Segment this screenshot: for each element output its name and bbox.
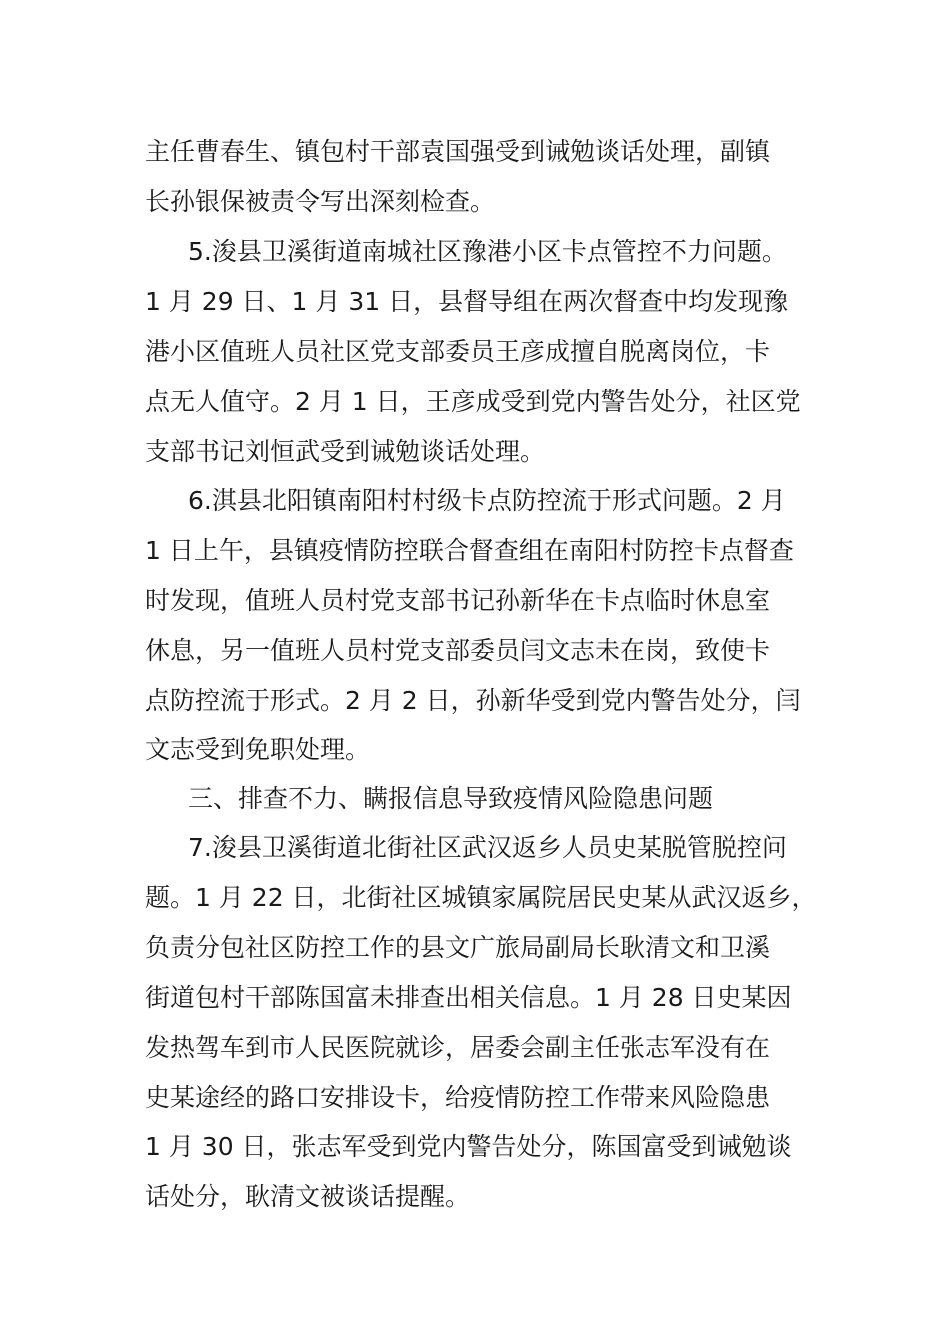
text-line: 长孙银保被责令写出深刻检查。 — [145, 187, 496, 216]
text-line: 文志受到免职处理。 — [145, 735, 371, 764]
text-line: 题。1 月 22 日，北街社区城镇家属院居民史某从武汉返乡， — [145, 883, 817, 912]
section-heading: 三、排查不力、瞒报信息导致疫情风险隐患问题 — [188, 784, 714, 813]
text-line: 7.浚县卫溪街道北街社区武汉返乡人员史某脱管脱控问 — [188, 833, 787, 862]
text-line: 5.浚县卫溪街道南城社区豫港小区卡点管控不力问题。 — [188, 237, 787, 266]
text-line: 1 月 29 日、1 月 31 日，县督导组在两次督查中均发现豫 — [145, 287, 789, 316]
text-line: 史某途经的路口安排设卡，给疫情防控工作带来风险隐患 — [145, 1083, 771, 1112]
text-line: 话处分，耿清文被谈话提醒。 — [145, 1182, 471, 1211]
text-line: 支部书记刘恒武受到诫勉谈话处理。 — [145, 437, 546, 466]
text-line: 1 月 30 日，张志军受到党内警告处分，陈国富受到诫勉谈 — [145, 1132, 792, 1161]
text-line: 点防控流于形式。2 月 2 日，孙新华受到党内警告处分，闫 — [145, 686, 801, 715]
text-line: 街道包村干部陈国富未排查出相关信息。1 月 28 日史某因 — [145, 983, 792, 1012]
text-line: 6.淇县北阳镇南阳村村级卡点防控流于形式问题。2 月 — [188, 486, 786, 515]
text-line: 港小区值班人员社区党支部委员王彦成擅自脱离岗位，卡 — [145, 337, 771, 366]
text-line: 时发现，值班人员村党支部书记孙新华在卡点临时休息室 — [145, 586, 771, 615]
text-line: 发热驾车到市人民医院就诊，居委会副主任张志军没有在 — [145, 1033, 771, 1062]
text-line: 点无人值守。2 月 1 日，王彦成受到党内警告处分，社区党 — [145, 387, 801, 416]
text-line: 主任曹春生、镇包村干部袁国强受到诫勉谈话处理，副镇 — [145, 137, 771, 166]
text-line: 1 日上午，县镇疫情防控联合督查组在南阳村防控卡点督查 — [145, 536, 794, 565]
text-line: 负责分包社区防控工作的县文广旅局副局长耿清文和卫溪 — [145, 933, 771, 962]
text-line: 休息，另一值班人员村党支部委员闫文志未在岗，致使卡 — [145, 636, 771, 665]
